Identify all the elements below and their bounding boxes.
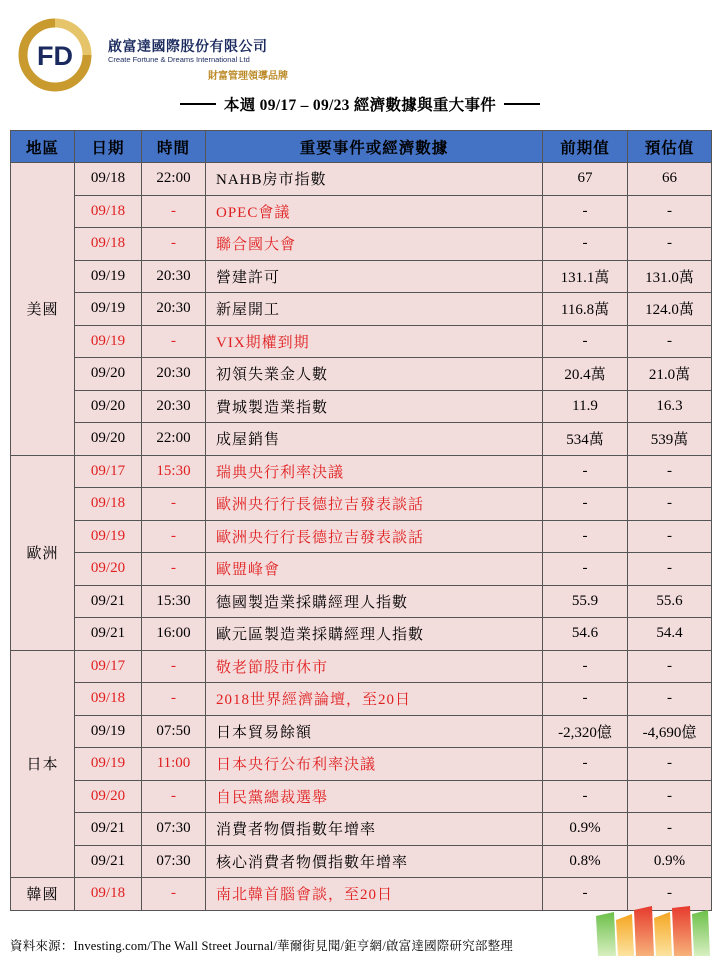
row-previous: -	[543, 520, 628, 553]
row-date: 09/20	[75, 390, 142, 423]
row-time: 07:30	[142, 813, 206, 846]
company-name-cn: 啟富達國際股份有限公司	[108, 39, 268, 55]
row-time: 22:00	[142, 163, 206, 196]
row-time: -	[142, 683, 206, 716]
row-date: 09/19	[75, 520, 142, 553]
row-previous: -	[543, 228, 628, 261]
row-time: 15:30	[142, 455, 206, 488]
fd-logo-mark-icon	[18, 18, 92, 92]
row-previous: -	[543, 878, 628, 911]
header-forecast: 預估值	[628, 131, 712, 163]
row-date: 09/18	[75, 488, 142, 521]
row-time: 20:30	[142, 358, 206, 391]
table-row	[11, 520, 712, 553]
row-time: 11:00	[142, 748, 206, 781]
row-forecast: -	[628, 455, 712, 488]
row-previous: 67	[543, 163, 628, 196]
table-row	[11, 488, 712, 521]
row-forecast: -	[628, 878, 712, 911]
row-date: 09/18	[75, 228, 142, 261]
row-forecast: 124.0萬	[628, 293, 712, 326]
row-event: 歐盟峰會	[206, 553, 543, 586]
row-forecast: -	[628, 780, 712, 813]
row-event: 核心消費者物價指數年增率	[206, 845, 543, 878]
row-time: -	[142, 520, 206, 553]
row-previous: 11.9	[543, 390, 628, 423]
row-event: 新屋開工	[206, 293, 543, 326]
row-forecast: 131.0萬	[628, 260, 712, 293]
row-event: 初領失業金人數	[206, 358, 543, 391]
table-row	[11, 553, 712, 586]
row-forecast: -	[628, 683, 712, 716]
row-event: 敬老節股市休市	[206, 650, 543, 683]
row-forecast: -4,690億	[628, 715, 712, 748]
row-forecast: -	[628, 195, 712, 228]
row-event: 歐洲央行行長德拉吉發表談話	[206, 488, 543, 521]
row-previous: -	[543, 650, 628, 683]
row-time: 16:00	[142, 618, 206, 651]
row-previous: -	[543, 488, 628, 521]
row-time: 07:50	[142, 715, 206, 748]
row-time: -	[142, 780, 206, 813]
region-eu: 歐洲	[11, 455, 75, 650]
row-event: NAHB房市指數	[206, 163, 543, 196]
row-event: 瑞典央行利率決議	[206, 455, 543, 488]
table-row	[11, 585, 712, 618]
source-note: 資料來源：Investing.com/The Wall Street Journal/華爾街見聞/鉅亨網/啟富達國際研究部整理	[10, 939, 513, 953]
row-date: 09/18	[75, 195, 142, 228]
row-previous: -2,320億	[543, 715, 628, 748]
row-forecast: 54.4	[628, 618, 712, 651]
row-previous: -	[543, 325, 628, 358]
row-previous: -	[543, 780, 628, 813]
row-event: 日本貿易餘額	[206, 715, 543, 748]
region-kr: 韓國	[11, 878, 75, 911]
table-row	[11, 358, 712, 391]
row-event: OPEC會議	[206, 195, 543, 228]
row-time: -	[142, 553, 206, 586]
row-time: 20:30	[142, 390, 206, 423]
row-previous: -	[543, 683, 628, 716]
table-header-row	[11, 131, 712, 163]
row-date: 09/17	[75, 455, 142, 488]
company-tagline: 財富管理領導品牌	[208, 71, 288, 82]
row-date: 09/18	[75, 163, 142, 196]
row-date: 09/17	[75, 650, 142, 683]
row-time: -	[142, 488, 206, 521]
table-row	[11, 228, 712, 261]
decorative-bars-icon	[592, 906, 710, 956]
table-row	[11, 715, 712, 748]
row-forecast: 55.6	[628, 585, 712, 618]
row-event: 日本央行公布利率決議	[206, 748, 543, 781]
table-row	[11, 683, 712, 716]
row-date: 09/21	[75, 585, 142, 618]
row-event: 成屋銷售	[206, 423, 543, 456]
row-event: 歐洲央行行長德拉吉發表談話	[206, 520, 543, 553]
row-date: 09/19	[75, 715, 142, 748]
row-date: 09/19	[75, 293, 142, 326]
table-row	[11, 293, 712, 326]
row-event: 營建許可	[206, 260, 543, 293]
row-date: 09/21	[75, 813, 142, 846]
row-previous: 20.4萬	[543, 358, 628, 391]
row-event: VIX期權到期	[206, 325, 543, 358]
row-forecast: -	[628, 748, 712, 781]
logo-mark-text: FD	[37, 41, 73, 71]
row-event: 聯合國大會	[206, 228, 543, 261]
row-event: 自民黨總裁選舉	[206, 780, 543, 813]
row-forecast: 16.3	[628, 390, 712, 423]
row-previous: -	[543, 748, 628, 781]
row-forecast: 21.0萬	[628, 358, 712, 391]
row-forecast: -	[628, 488, 712, 521]
row-previous: 55.9	[543, 585, 628, 618]
row-forecast: -	[628, 228, 712, 261]
row-forecast: 539萬	[628, 423, 712, 456]
table-row	[11, 845, 712, 878]
events-table	[10, 130, 712, 911]
row-time: 20:30	[142, 260, 206, 293]
row-forecast: -	[628, 325, 712, 358]
row-date: 09/18	[75, 683, 142, 716]
page-title-row	[0, 92, 720, 116]
row-event: 2018世界經濟論壇，至20日	[206, 683, 543, 716]
table-row	[11, 423, 712, 456]
row-date: 09/21	[75, 845, 142, 878]
row-time: -	[142, 228, 206, 261]
header-previous: 前期值	[543, 131, 628, 163]
row-forecast: -	[628, 553, 712, 586]
row-forecast: -	[628, 650, 712, 683]
table-row	[11, 618, 712, 651]
row-time: 22:00	[142, 423, 206, 456]
table-row	[11, 390, 712, 423]
row-previous: -	[543, 195, 628, 228]
row-forecast: 0.9%	[628, 845, 712, 878]
table-row	[11, 260, 712, 293]
row-time: 15:30	[142, 585, 206, 618]
table-row	[11, 748, 712, 781]
header-region: 地區	[11, 131, 75, 163]
row-time: -	[142, 878, 206, 911]
row-time: -	[142, 195, 206, 228]
row-time: 07:30	[142, 845, 206, 878]
table-row	[11, 163, 712, 196]
row-event: 南北韓首腦會談，至20日	[206, 878, 543, 911]
row-date: 09/20	[75, 553, 142, 586]
table-row	[11, 780, 712, 813]
company-logo	[18, 14, 318, 94]
header-date: 日期	[75, 131, 142, 163]
row-date: 09/20	[75, 423, 142, 456]
table-row	[11, 813, 712, 846]
region-jp: 日本	[11, 650, 75, 878]
row-previous: -	[543, 455, 628, 488]
row-previous: 534萬	[543, 423, 628, 456]
title-divider-left	[180, 103, 216, 105]
row-previous: 0.8%	[543, 845, 628, 878]
table-row	[11, 455, 712, 488]
row-forecast: -	[628, 520, 712, 553]
row-previous: 116.8萬	[543, 293, 628, 326]
row-time: -	[142, 325, 206, 358]
table-row	[11, 650, 712, 683]
row-forecast: -	[628, 813, 712, 846]
header-event: 重要事件或經濟數據	[206, 131, 543, 163]
row-event: 歐元區製造業採購經理人指數	[206, 618, 543, 651]
table-row	[11, 325, 712, 358]
region-us: 美國	[11, 163, 75, 456]
header-time: 時間	[142, 131, 206, 163]
row-date: 09/19	[75, 260, 142, 293]
row-date: 09/20	[75, 358, 142, 391]
row-date: 09/19	[75, 325, 142, 358]
company-name-en: Create Fortune & Dreams International Ltd	[108, 55, 250, 64]
row-previous: 0.9%	[543, 813, 628, 846]
table-row	[11, 195, 712, 228]
row-previous: 54.6	[543, 618, 628, 651]
row-date: 09/20	[75, 780, 142, 813]
row-date: 09/19	[75, 748, 142, 781]
row-previous: -	[543, 553, 628, 586]
page-title: 本週 09/17 – 09/23 經濟數據與重大事件	[223, 97, 497, 114]
row-forecast: 66	[628, 163, 712, 196]
title-divider-right	[504, 103, 540, 105]
row-date: 09/18	[75, 878, 142, 911]
row-event: 費城製造業指數	[206, 390, 543, 423]
row-event: 消費者物價指數年增率	[206, 813, 543, 846]
row-previous: 131.1萬	[543, 260, 628, 293]
row-time: -	[142, 650, 206, 683]
row-event: 德國製造業採購經理人指數	[206, 585, 543, 618]
row-time: 20:30	[142, 293, 206, 326]
row-date: 09/21	[75, 618, 142, 651]
